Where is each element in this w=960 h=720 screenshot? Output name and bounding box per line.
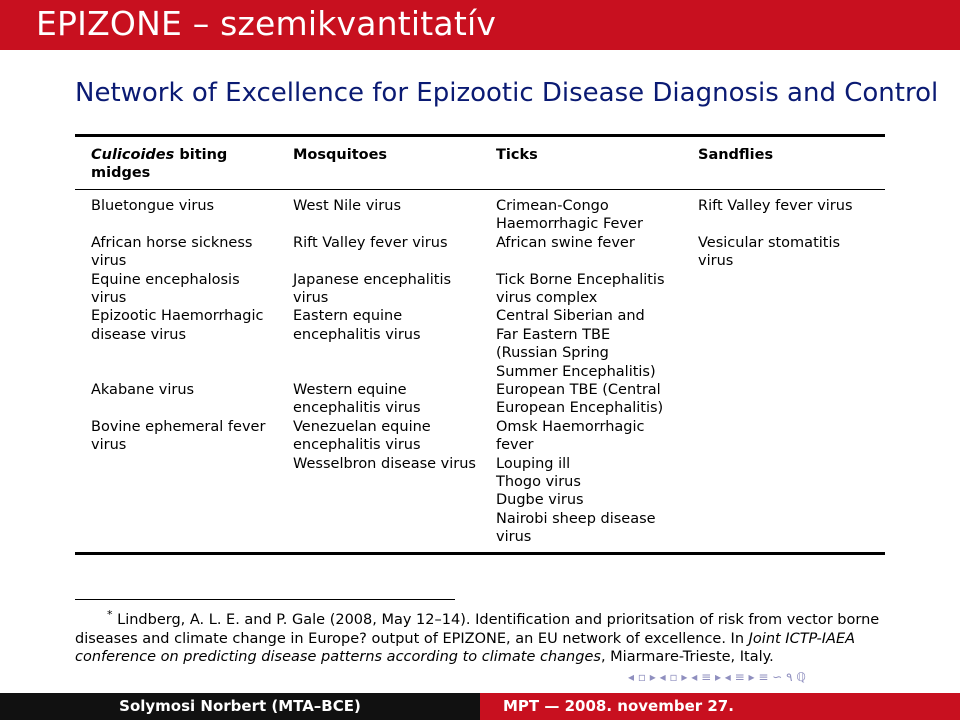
ticks-cell-line: Tick Borne Encephalitis — [496, 271, 665, 288]
midges-cell — [91, 197, 291, 215]
mosquitoes-cell — [293, 271, 493, 308]
sandflies-cell-line: virus — [698, 253, 734, 270]
footer-event-text: MPT — 2008. november 27. — [503, 697, 734, 715]
midges-cell-line: Bluetongue virus — [91, 198, 215, 214]
ticks-cell-line: Nairobi sheep disease — [496, 510, 656, 527]
ticks-cell-line: Omsk Haemorrhagic — [496, 418, 645, 435]
mosquitoes-cell-line: Eastern equine — [293, 308, 403, 325]
ticks-cell — [496, 307, 696, 381]
midges-cell-line: virus — [91, 437, 127, 454]
header-sandflies: Sandflies — [698, 147, 774, 163]
ticks-cell — [496, 455, 696, 473]
midges-cell — [91, 307, 291, 344]
navigation-icons[interactable]: ◂ ▫ ▸ ◂ ▫ ▸ ◂ ≡ ▸ ◂ ≡ ▸ ≡ ∽ ۹ ℚ — [628, 670, 806, 684]
ticks-cell-line: Crimean-Congo — [496, 198, 609, 214]
midges-cell-line: Epizootic Haemorrhagic — [91, 308, 264, 325]
ticks-cell-line: virus complex — [496, 290, 598, 306]
midges-cell-line: virus — [91, 253, 127, 270]
ticks-cell-line: Louping ill — [496, 455, 571, 472]
ticks-cell — [496, 510, 696, 547]
mosquitoes-cell — [293, 307, 493, 344]
midges-cell-line: Equine encephalosis — [91, 271, 240, 288]
sandflies-cell — [698, 234, 898, 271]
header-midges-line2: midges — [91, 165, 151, 182]
ticks-cell-line: Far Eastern TBE — [496, 326, 611, 343]
slide-title: EPIZONE – szemikvantitatív — [36, 4, 497, 43]
footnote-conference: Joint ICTP-IAEA conference on predicting disease patterns according to climate changes — [75, 630, 856, 666]
ticks-cell-line: European Encephalitis) — [496, 400, 664, 417]
ticks-cell — [496, 473, 696, 491]
mosquitoes-cell-line: virus — [293, 290, 329, 306]
mosquitoes-cell-line: encephalitis virus — [293, 437, 421, 454]
footer-author: Solymosi Norbert (MTA–BCE) — [0, 693, 480, 720]
slide-subtitle: Network of Excellence for Epizootic Disease Diagnosis and Control — [75, 78, 939, 108]
footnote-marker: * — [107, 608, 113, 622]
mosquitoes-cell — [293, 418, 493, 455]
mosquitoes-cell-line: Venezuelan equine — [293, 418, 431, 435]
header-midges-italic: Culicoides — [91, 147, 175, 163]
header-mosquitoes: Mosquitoes — [293, 147, 388, 163]
sandflies-cell-line: Rift Valley fever virus — [698, 198, 853, 214]
footnote-text: Lindberg, A. L. E. and P. Gale (2008, May 12–14). Identification and prioritsation of risk from vector borne diseases and climate change in Europe? output of EPIZONE, an EU network of excellence. In — [75, 612, 880, 647]
mosquitoes-cell-line: Western equine — [293, 382, 407, 398]
footnote-rule — [75, 599, 455, 600]
header-ticks: Ticks — [496, 147, 538, 163]
midges-cell-line: virus — [91, 290, 127, 306]
ticks-cell-line: African swine fever — [496, 234, 635, 251]
ticks-cell — [496, 491, 696, 509]
sandflies-cell-line: Vesicular stomatitis — [698, 234, 841, 251]
ticks-cell — [496, 418, 696, 455]
ticks-cell-line: Haemorrhagic Fever — [496, 216, 643, 233]
ticks-cell — [496, 197, 696, 234]
sandflies-cell — [698, 197, 898, 215]
ticks-cell-line: Thogo virus — [496, 474, 581, 490]
mosquitoes-cell-line: encephalitis virus — [293, 326, 421, 343]
footer-event — [480, 693, 960, 720]
ticks-cell-line: European TBE (Central — [496, 382, 661, 398]
mosquitoes-cell — [293, 197, 493, 215]
ticks-cell-line: Central Siberian and — [496, 308, 645, 325]
ticks-cell-line: (Russian Spring — [496, 345, 609, 362]
ticks-cell-line: fever — [496, 437, 534, 454]
ticks-cell — [496, 234, 696, 252]
midges-cell — [91, 234, 291, 271]
mosquitoes-cell — [293, 455, 493, 473]
mosquitoes-cell-line: encephalitis virus — [293, 400, 421, 417]
ticks-cell-line: virus — [496, 529, 532, 546]
ticks-cell-line: Dugbe virus — [496, 492, 584, 509]
mosquitoes-cell-line: Japanese encephalitis — [293, 271, 452, 288]
mosquitoes-cell — [293, 234, 493, 252]
mosquitoes-cell — [293, 381, 493, 418]
midges-cell — [91, 381, 291, 399]
header-midges-rest: biting — [179, 147, 228, 163]
footnote-location: , Miarmare-Trieste, Italy. — [600, 649, 774, 666]
mosquitoes-cell-line: West Nile virus — [293, 198, 402, 214]
midges-cell-line: African horse sickness — [91, 234, 253, 251]
midges-cell — [91, 418, 291, 455]
midges-cell-line: Bovine ephemeral fever — [91, 418, 266, 435]
mosquitoes-cell-line: Rift Valley fever virus — [293, 234, 448, 251]
midges-cell-line: disease virus — [91, 326, 186, 343]
midges-cell-line: Akabane virus — [91, 382, 195, 398]
footnote — [75, 608, 885, 667]
ticks-cell — [496, 381, 696, 418]
mosquitoes-cell-line: Wesselbron disease virus — [293, 455, 476, 472]
ticks-cell-line: Summer Encephalitis) — [496, 363, 656, 380]
ticks-cell — [496, 271, 696, 308]
midges-cell — [91, 271, 291, 308]
